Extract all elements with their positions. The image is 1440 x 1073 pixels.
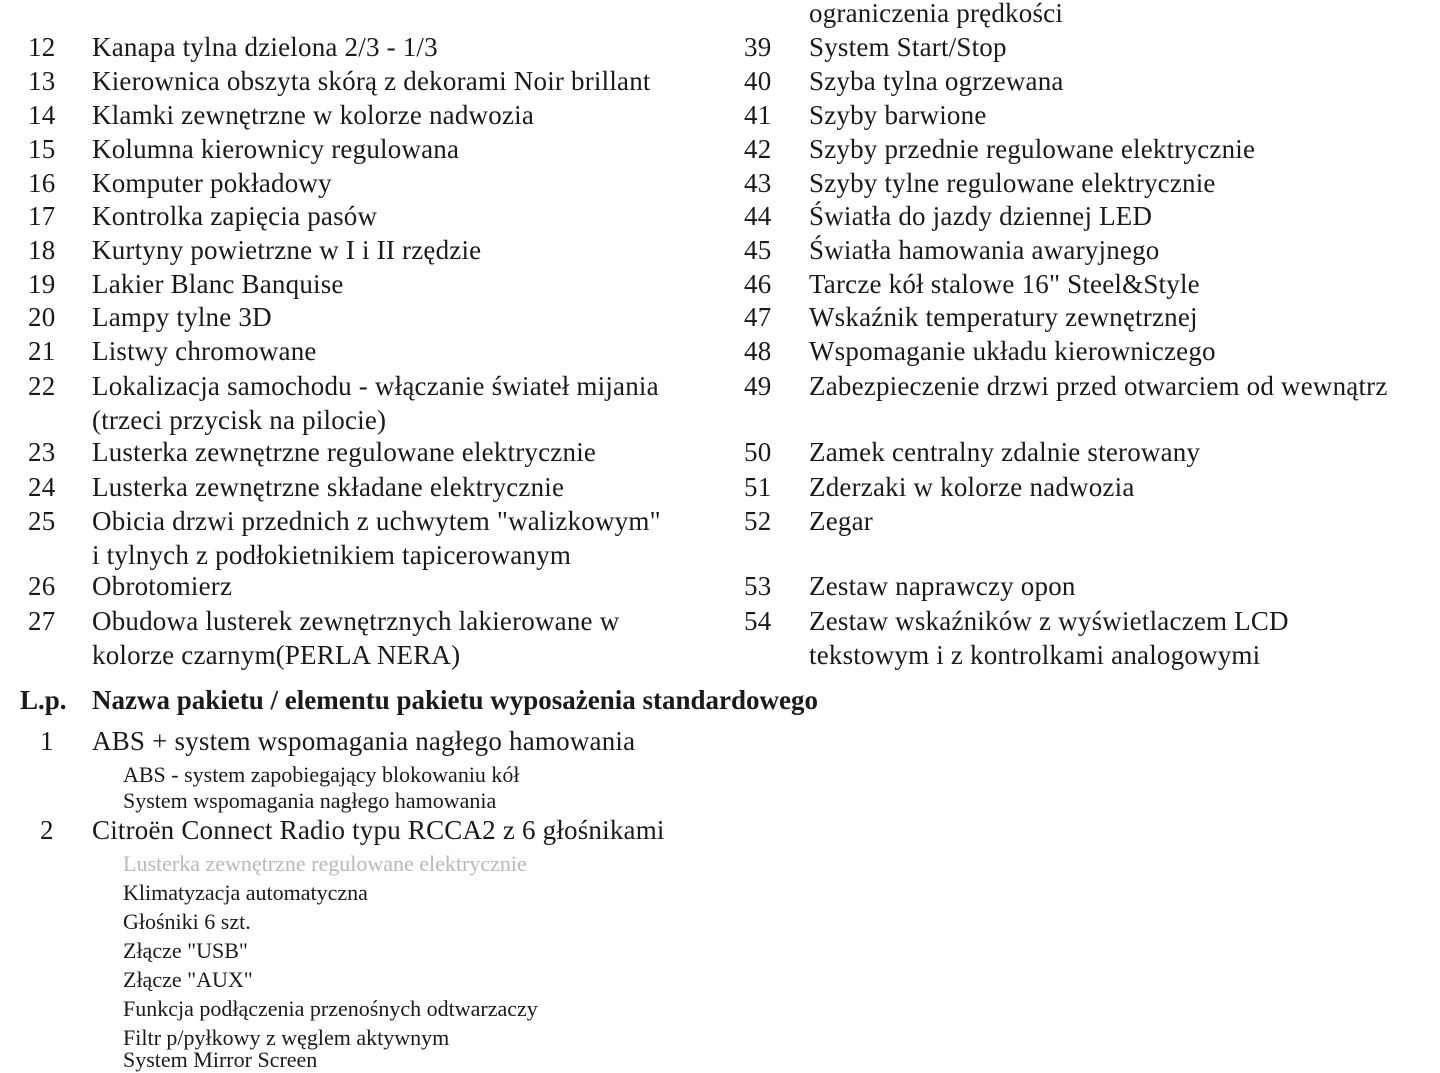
item-number: 24 [28, 472, 56, 502]
item-number: 27 [28, 606, 56, 636]
item-number: 13 [28, 66, 56, 96]
item-number: 39 [744, 32, 772, 62]
item-label: Obudowa lusterek zewnętrznych lakierowane w [92, 606, 620, 636]
item-label: Kierownica obszyta skórą z dekorami Noir brillant [92, 66, 651, 96]
item-number: 41 [744, 100, 772, 130]
package-item: System wspomagania nagłego hamowania [123, 788, 497, 813]
item-label: Kolumna kierownicy regulowana [92, 134, 460, 164]
item-label: Obrotomierz [92, 571, 233, 601]
item-label: Lokalizacja samochodu - włączanie świateł mijania [92, 371, 659, 401]
item-label: Szyby przednie regulowane elektrycznie [809, 134, 1256, 164]
package-item: Funkcja podłączenia przenośnych odtwarzaczy [123, 996, 538, 1021]
item-label: Obicia drzwi przednich z uchwytem "walizkowym" [92, 506, 661, 536]
item-number: 43 [744, 168, 772, 198]
list-item-continuation: ograniczenia prędkości [809, 0, 1064, 28]
item-number: 19 [28, 269, 56, 299]
package-item: Złącze "USB" [123, 938, 248, 963]
item-label: Wspomaganie układu kierowniczego [809, 336, 1216, 366]
package-name: ABS + system wspomagania nagłego hamowania [92, 726, 636, 756]
item-label: Listwy chromowane [92, 336, 317, 366]
item-label: Zestaw naprawczy opon [809, 571, 1076, 601]
item-label: Lusterka zewnętrzne regulowane elektrycznie [92, 437, 597, 467]
item-number: 20 [28, 302, 56, 332]
item-label: Zestaw wskaźników z wyświetlaczem LCD [809, 606, 1289, 636]
item-number: 45 [744, 235, 772, 265]
package-item: Filtr p/pyłkowy z węglem aktywnym [123, 1025, 450, 1050]
item-label-continued: (trzeci przycisk na pilocie) [92, 405, 387, 435]
package-item: System Mirror Screen [123, 1047, 318, 1072]
item-number: 40 [744, 66, 772, 96]
item-number: 26 [28, 571, 56, 601]
item-number: 50 [744, 437, 772, 467]
package-item: Klimatyzacja automatyczna [123, 880, 368, 905]
item-label: Kanapa tylna dzielona 2/3 - 1/3 [92, 32, 438, 62]
item-label: Kurtyny powietrzne w I i II rzędzie [92, 235, 482, 265]
item-number: 22 [28, 371, 56, 401]
package-name-header: Nazwa pakietu / elementu pakietu wyposażenia standardowego [92, 685, 819, 715]
item-number: 25 [28, 506, 56, 536]
item-label: Zamek centralny zdalnie sterowany [809, 437, 1201, 467]
package-item: Złącze "AUX" [123, 967, 253, 992]
item-number: 53 [744, 571, 772, 601]
item-label-continued: kolorze czarnym(PERLA NERA) [92, 640, 461, 670]
package-number: 1 [40, 726, 54, 756]
item-number: 12 [28, 32, 56, 62]
item-label: Zderzaki w kolorze nadwozia [809, 472, 1135, 502]
item-number: 48 [744, 336, 772, 366]
item-label: Wskaźnik temperatury zewnętrznej [809, 302, 1198, 332]
item-label: Lampy tylne 3D [92, 302, 272, 332]
item-number: 42 [744, 134, 772, 164]
item-number: 52 [744, 506, 772, 536]
item-label: System Start/Stop [809, 32, 1007, 62]
item-label: Zabezpieczenie drzwi przed otwarciem od wewnątrz [809, 371, 1388, 401]
item-label-continued: tekstowym i z kontrolkami analogowymi [809, 640, 1261, 670]
item-number: 51 [744, 472, 772, 502]
item-label: Komputer pokładowy [92, 168, 332, 198]
item-number: 44 [744, 201, 772, 231]
package-item: ABS - system zapobiegający blokowaniu kół [123, 762, 520, 787]
item-number: 17 [28, 201, 56, 231]
item-label: Kontrolka zapięcia pasów [92, 201, 378, 231]
item-label: Lusterka zewnętrzne składane elektrycznie [92, 472, 565, 502]
item-number: 54 [744, 606, 772, 636]
item-number: 46 [744, 269, 772, 299]
item-number: 18 [28, 235, 56, 265]
item-label: Szyba tylna ogrzewana [809, 66, 1064, 96]
item-number: 16 [28, 168, 56, 198]
item-label-continued: i tylnych z podłokietnikiem tapicerowanym [92, 540, 572, 570]
item-number: 49 [744, 371, 772, 401]
package-name: Citroën Connect Radio typu RCCA2 z 6 głośnikami [92, 815, 665, 845]
item-number: 21 [28, 336, 56, 366]
item-number: 23 [28, 437, 56, 467]
package-item: Głośniki 6 szt. [123, 909, 251, 934]
item-label: Zegar [809, 506, 873, 536]
lp-header: L.p. [20, 685, 67, 715]
item-label: Lakier Blanc Banquise [92, 269, 344, 299]
item-number: 15 [28, 134, 56, 164]
item-number: 47 [744, 302, 772, 332]
item-label: Klamki zewnętrzne w kolorze nadwozia [92, 100, 535, 130]
item-label: Światła hamowania awaryjnego [809, 235, 1160, 265]
package-item-faded: Lusterka zewnętrzne regulowane elektrycznie [123, 851, 527, 876]
item-label: Tarcze kół stalowe 16" Steel&Style [809, 269, 1200, 299]
package-number: 2 [40, 815, 54, 845]
item-label: Szyby barwione [809, 100, 987, 130]
item-label: Szyby tylne regulowane elektrycznie [809, 168, 1216, 198]
item-label: Światła do jazdy dziennej LED [809, 201, 1153, 231]
item-number: 14 [28, 100, 56, 130]
